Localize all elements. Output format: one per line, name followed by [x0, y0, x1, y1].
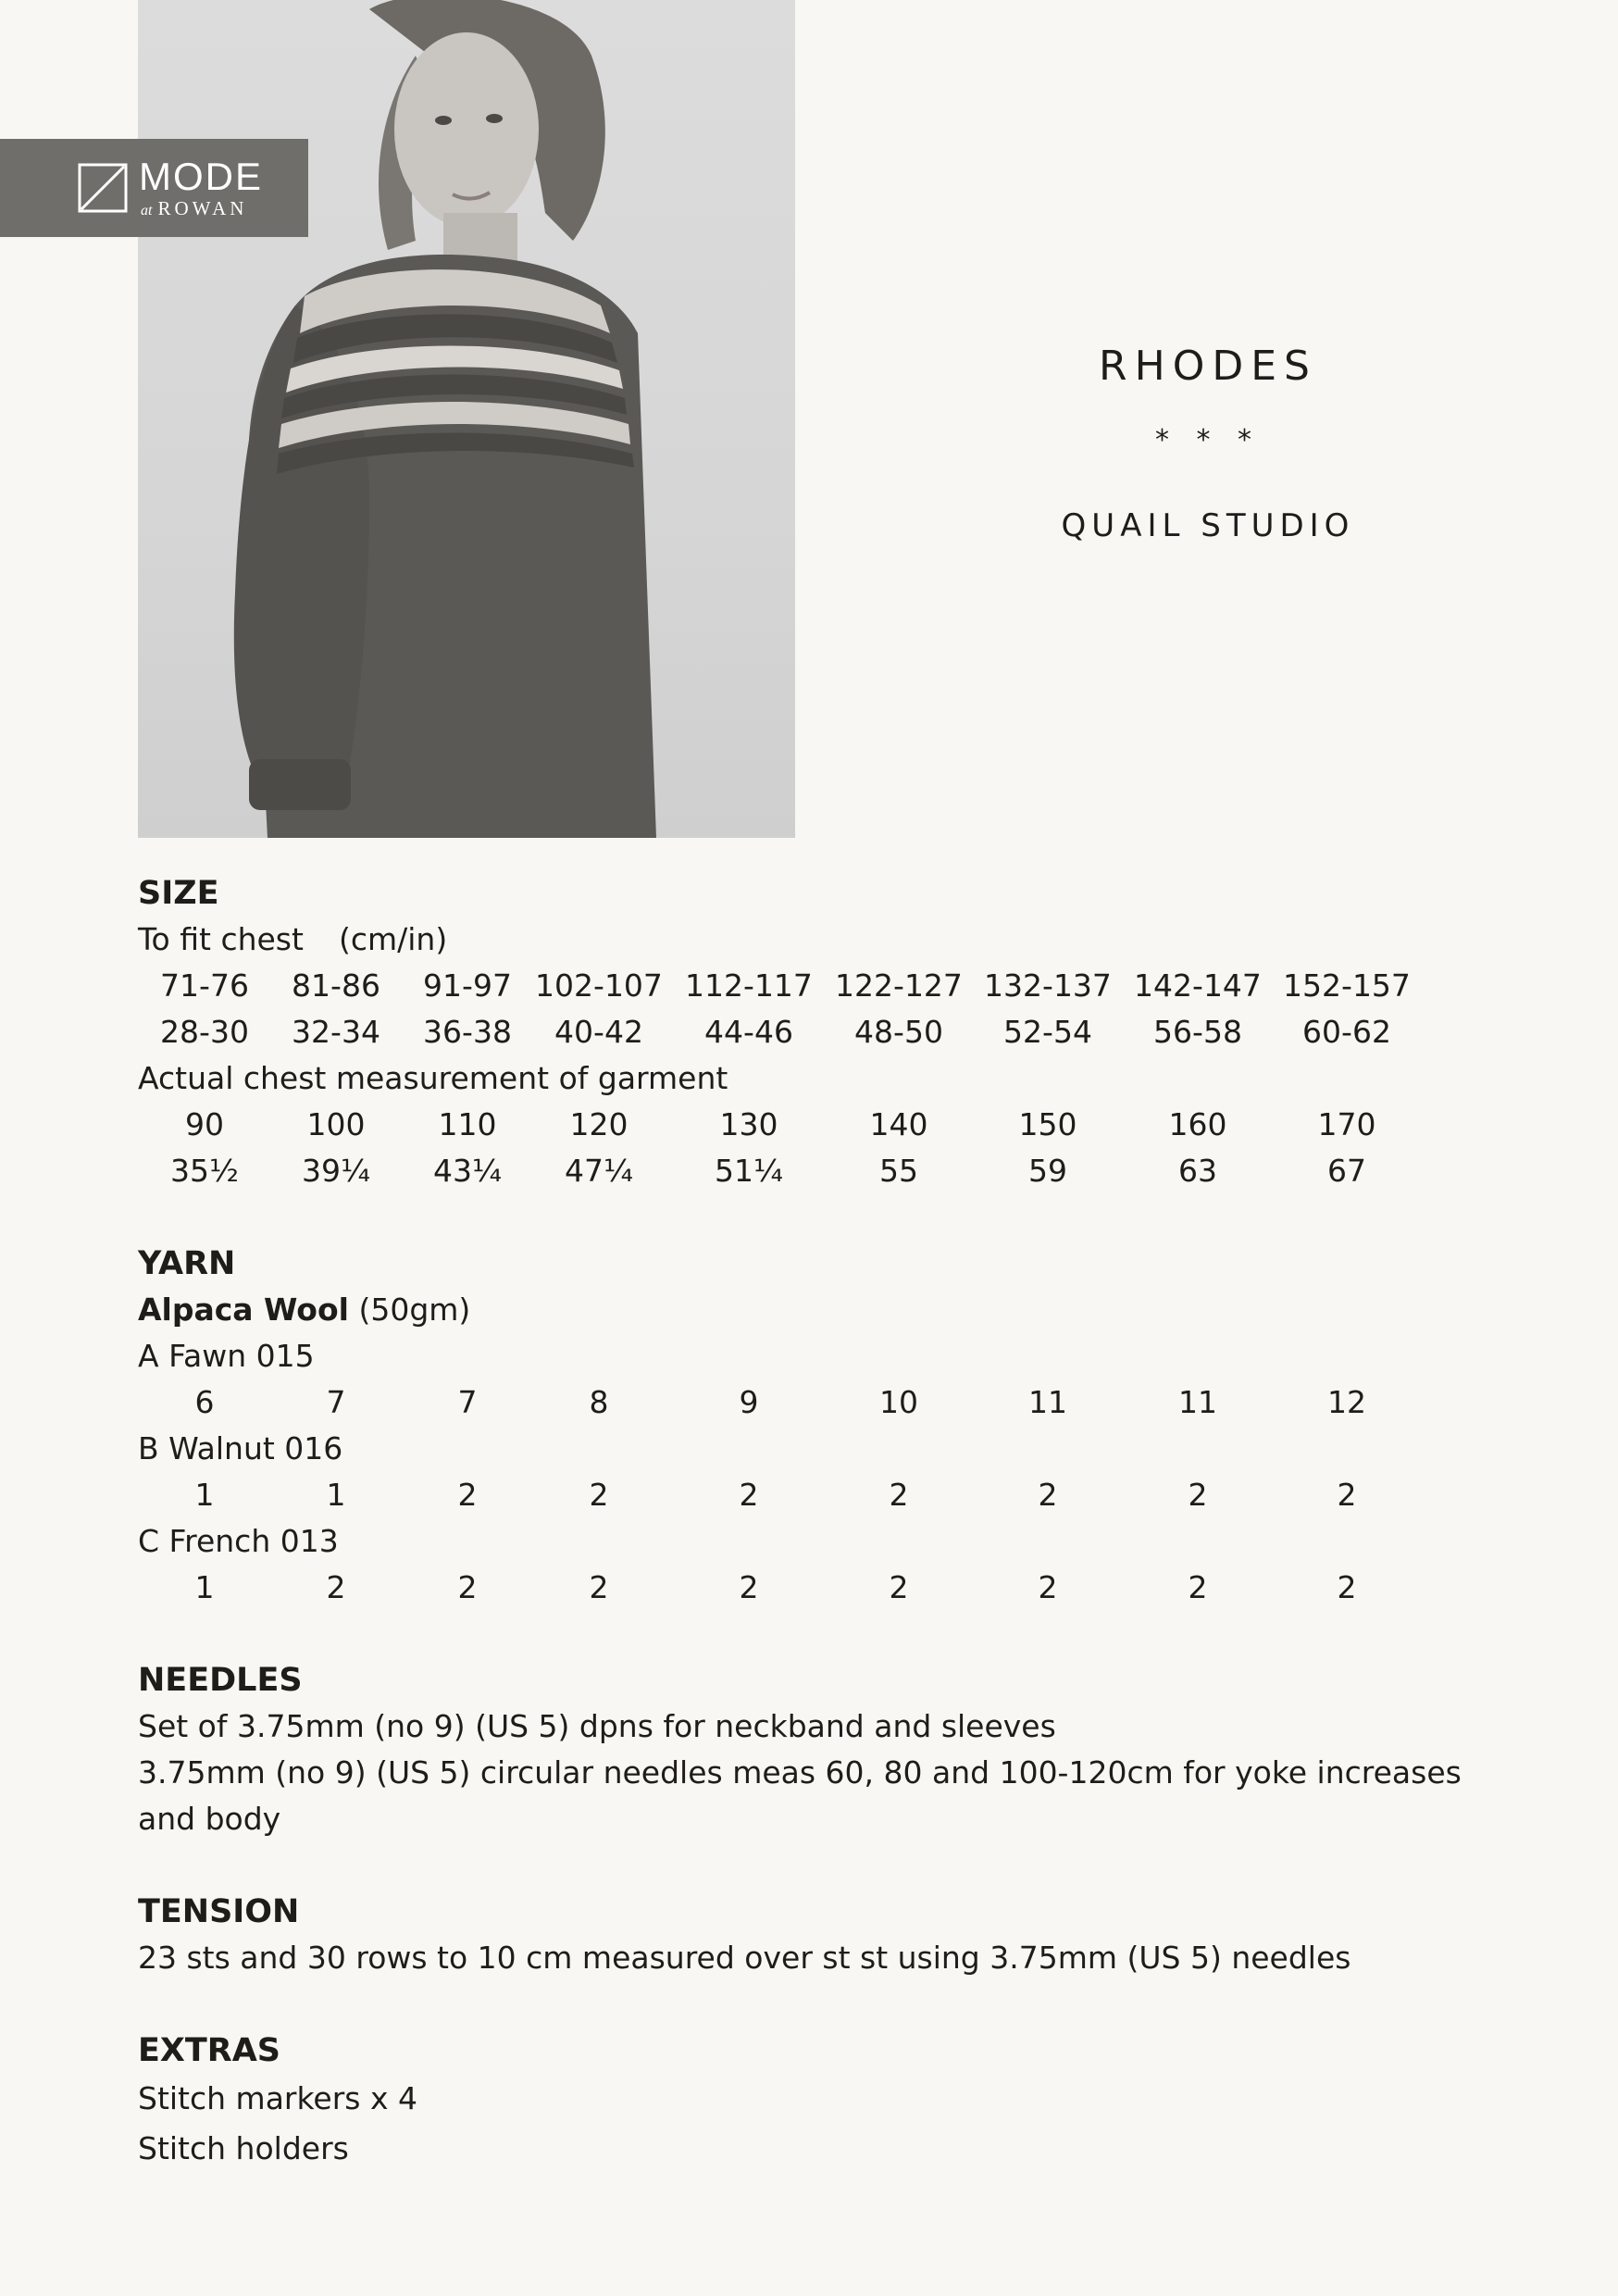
qty-cell: 11	[1028, 1384, 1067, 1420]
model-photo	[138, 0, 795, 838]
qty-cell: 2	[1337, 1569, 1357, 1605]
fit-chest-label	[138, 917, 1508, 963]
qty-cell: 11	[1178, 1384, 1217, 1420]
yarn-colour-label: A Fawn 015	[138, 1338, 315, 1374]
qty-cell: 2	[739, 1477, 759, 1513]
size-cell: 28-30	[160, 1014, 249, 1050]
brand-sub	[141, 198, 247, 221]
size-cell: 81-86	[292, 967, 380, 1004]
actual-in-row	[138, 1148, 1508, 1194]
qty-cell: 1	[194, 1477, 215, 1513]
size-cell: 39¼	[302, 1153, 370, 1189]
yarn-colour-label: B Walnut 016	[138, 1430, 343, 1466]
fit-chest-text: To fit chest	[138, 921, 304, 957]
size-cell: 160	[1168, 1106, 1227, 1142]
brand-name: MODE	[139, 155, 263, 198]
qty-cell: 2	[326, 1569, 346, 1605]
size-heading: SIZE	[138, 875, 219, 912]
yarn-name-line	[138, 1287, 1508, 1333]
size-cell: 112-117	[685, 967, 813, 1004]
pattern-details	[138, 870, 1508, 2174]
qty-cell: 6	[194, 1384, 215, 1420]
qty-cell: 1	[326, 1477, 346, 1513]
qty-cell: 1	[194, 1569, 215, 1605]
qty-cell: 7	[326, 1384, 346, 1420]
qty-cell: 8	[589, 1384, 609, 1420]
size-cell: 71-76	[160, 967, 249, 1004]
qty-cell: 10	[879, 1384, 918, 1420]
size-cell: 32-34	[292, 1014, 380, 1050]
size-cell: 122-127	[835, 967, 963, 1004]
yarn-colour-label: C French 013	[138, 1523, 339, 1559]
size-cell: 130	[719, 1106, 778, 1142]
actual-cm-row	[138, 1102, 1508, 1148]
fit-cm-row	[138, 963, 1508, 1009]
size-cell: 51¼	[715, 1153, 783, 1189]
model-illustration	[138, 0, 795, 838]
qty-cell: 2	[1188, 1477, 1208, 1513]
needles-line: and body	[138, 1801, 281, 1837]
actual-chest-label: Actual chest measurement of garment	[138, 1060, 728, 1096]
qty-cell: 2	[589, 1477, 609, 1513]
size-cell: 110	[438, 1106, 497, 1142]
size-cell: 47¼	[565, 1153, 633, 1189]
yarn-name: Alpaca Wool	[138, 1292, 349, 1328]
size-cell: 59	[1028, 1153, 1067, 1189]
fit-in-row	[138, 1009, 1508, 1055]
extras-heading: EXTRAS	[138, 2032, 281, 2069]
size-cell: 43¼	[433, 1153, 502, 1189]
size-cell: 132-137	[984, 967, 1112, 1004]
qty-cell: 2	[889, 1477, 909, 1513]
size-cell: 48-50	[854, 1014, 943, 1050]
extras-item: Stitch holders	[138, 2130, 349, 2166]
qty-cell: 7	[457, 1384, 478, 1420]
size-cell: 142-147	[1134, 967, 1262, 1004]
qty-cell: 2	[589, 1569, 609, 1605]
brand-logo	[0, 139, 308, 237]
pattern-title: RHODES	[1099, 343, 1317, 390]
size-cell: 52-54	[1003, 1014, 1092, 1050]
size-cell: 36-38	[423, 1014, 512, 1050]
qty-cell: 2	[457, 1477, 478, 1513]
needles-line: 3.75mm (no 9) (US 5) circular needles meas 60, 80 and 100-120cm for yoke increases	[138, 1754, 1462, 1791]
qty-cell: 2	[889, 1569, 909, 1605]
qty-cell: 2	[739, 1569, 759, 1605]
size-cell: 56-58	[1153, 1014, 1242, 1050]
needles-heading: NEEDLES	[138, 1662, 303, 1699]
title-separator: * * *	[1154, 424, 1262, 456]
size-cell: 150	[1018, 1106, 1077, 1142]
qty-cell: 2	[1337, 1477, 1357, 1513]
size-cell: 40-42	[554, 1014, 643, 1050]
size-cell: 120	[569, 1106, 629, 1142]
size-cell: 67	[1327, 1153, 1366, 1189]
brand-sub-prefix: at	[141, 203, 153, 218]
brand-mark-icon	[78, 163, 128, 213]
fit-chest-unit: (cm/in)	[338, 921, 448, 957]
yarn-qty-row	[138, 1472, 1508, 1518]
extras-item: Stitch markers x 4	[138, 2080, 417, 2116]
size-cell: 55	[879, 1153, 918, 1189]
size-cell: 90	[185, 1106, 224, 1142]
yarn-weight: (50gm)	[358, 1292, 471, 1328]
qty-cell: 9	[739, 1384, 759, 1420]
qty-cell: 2	[1038, 1569, 1058, 1605]
brand-sub-name: ROWAN	[157, 197, 248, 219]
yarn-qty-row	[138, 1565, 1508, 1611]
size-cell: 102-107	[535, 967, 663, 1004]
tension-heading: TENSION	[138, 1893, 300, 1930]
qty-cell: 2	[1188, 1569, 1208, 1605]
size-cell: 170	[1317, 1106, 1376, 1142]
size-cell: 100	[306, 1106, 366, 1142]
size-cell: 91-97	[423, 967, 512, 1004]
size-cell: 63	[1178, 1153, 1217, 1189]
yarn-qty-row	[138, 1379, 1508, 1426]
yarn-heading: YARN	[138, 1245, 236, 1282]
qty-cell: 2	[1038, 1477, 1058, 1513]
tension-text: 23 sts and 30 rows to 10 cm measured over st st using 3.75mm (US 5) needles	[138, 1940, 1351, 1976]
size-cell: 140	[869, 1106, 928, 1142]
size-cell: 152-157	[1283, 967, 1411, 1004]
size-cell: 60-62	[1302, 1014, 1391, 1050]
qty-cell: 2	[457, 1569, 478, 1605]
size-cell: 44-46	[704, 1014, 793, 1050]
designer-name: QUAIL STUDIO	[1061, 507, 1355, 544]
needles-line: Set of 3.75mm (no 9) (US 5) dpns for neckband and sleeves	[138, 1708, 1056, 1744]
qty-cell: 12	[1327, 1384, 1366, 1420]
size-cell: 35½	[170, 1153, 239, 1189]
